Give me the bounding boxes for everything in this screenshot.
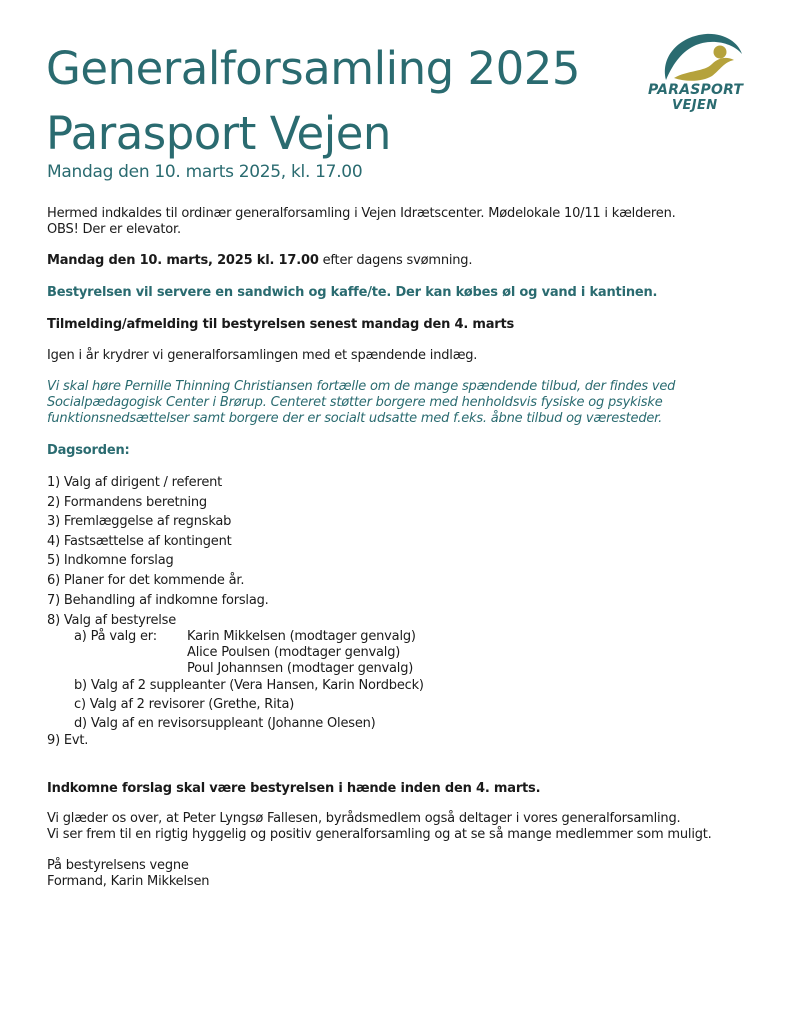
agenda-sub-c: c) Valg af 2 revisorer (Grethe, Rita): [74, 697, 295, 712]
agenda-item: 2) Formandens beretning: [47, 495, 207, 510]
meeting-date-bold: Mandag den 10. marts, 2025 kl. 17.00: [47, 253, 319, 268]
title-line-1: Generalforsamling 2025: [46, 42, 580, 95]
guest-line-1: Vi glæder os over, at Peter Lyngsø Fallesen, byrådsmedlem også deltager i vores generalforsamling.: [47, 811, 681, 826]
talk-line-2: Socialpædagogisk Center i Brørup. Centeret støtter borgere med henholdsvis fysiske og psykiske: [47, 395, 663, 410]
signature-line-1: På bestyrelsens vegne: [47, 858, 189, 873]
food-notice: Bestyrelsen vil servere en sandwich og kaffe/te. Der kan købes øl og vand i kantinen.: [47, 285, 658, 300]
signature-line-2: Formand, Karin Mikkelsen: [47, 874, 210, 889]
agenda-heading: Dagsorden:: [47, 443, 130, 458]
agenda-item: 1) Valg af dirigent / referent: [47, 475, 223, 490]
agenda-item: 5) Indkomne forslag: [47, 553, 174, 568]
subtitle-date: Mandag den 10. marts 2025, kl. 17.00: [47, 162, 363, 182]
agenda-item: 6) Planer for det kommende år.: [47, 573, 245, 588]
signup-notice: Tilmelding/afmelding til bestyrelsen senest mandag den 4. marts: [47, 317, 515, 332]
agenda-sub-a-label: a) På valg er:: [74, 629, 157, 644]
agenda-item: 8) Valg af bestyrelse: [47, 613, 177, 628]
proposal-deadline: Indkomne forslag skal være bestyrelsen i hænde inden den 4. marts.: [47, 781, 541, 796]
guest-line-2: Vi ser frem til en rigtig hyggelig og positiv generalforsamling og at se så mange medlemmer som muligt.: [47, 827, 712, 842]
meeting-date-line: [47, 252, 472, 269]
agenda-sub-a-name: Karin Mikkelsen (modtager genvalg): [187, 629, 416, 644]
talk-line-3: funktionsnedsættelser samt borgere der er socialt udsatte med f.eks. åbne tilbud og væresteder.: [47, 411, 663, 426]
intro-line-2: OBS! Der er elevator.: [47, 222, 181, 237]
agenda-sub-a-name: Alice Poulsen (modtager genvalg): [187, 645, 401, 660]
logo-text-parasport: PARASPORT: [648, 82, 744, 98]
meeting-date-rest: efter dagens svømning.: [318, 253, 473, 268]
logo-text-vejen: VEJEN: [672, 98, 718, 113]
title-line-2: Parasport Vejen: [46, 107, 391, 160]
talk-line-1: Vi skal høre Pernille Thinning Christiansen fortælle om de mange spændende tilbud, der findes ved: [47, 379, 676, 394]
agenda-item: 4) Fastsættelse af kontingent: [47, 534, 232, 549]
agenda-item: 7) Behandling af indkomne forslag.: [47, 593, 269, 608]
agenda-item: 3) Fremlæggelse af regnskab: [47, 514, 232, 529]
agenda-sub-b: b) Valg af 2 suppleanter (Vera Hansen, Karin Nordbeck): [74, 678, 424, 693]
agenda-item-9: 9) Evt.: [47, 733, 89, 748]
agenda-sub-a-name: Poul Johannsen (modtager genvalg): [187, 661, 414, 676]
intro-line-1: Hermed indkaldes til ordinær generalforsamling i Vejen Idrætscenter. Mødelokale 10/11 i kælderen.: [47, 206, 676, 221]
talk-intro: Igen i år krydrer vi generalforsamlingen med et spændende indlæg.: [47, 348, 478, 363]
agenda-sub-d: d) Valg af en revisorsuppleant (Johanne Olesen): [74, 716, 376, 731]
